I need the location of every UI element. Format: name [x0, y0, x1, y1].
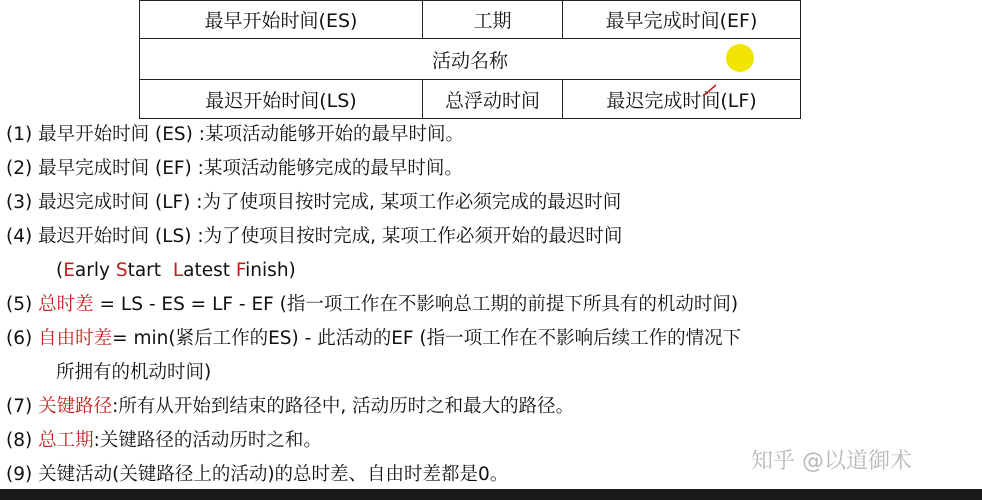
definition-item-6 — [6, 322, 741, 356]
mnemonic-letter-f: F — [235, 260, 246, 281]
activity-name-cell: 活动名称 — [140, 39, 801, 80]
item-term: 自由时差 — [38, 328, 113, 349]
mnemonic-letter-l: L — [172, 260, 184, 281]
highlight-cursor-dot — [726, 44, 754, 72]
video-bottom-bar — [0, 489, 982, 500]
mnemonic-word: tart — [127, 260, 173, 281]
item-text: 最早开始时间 (ES) :某项活动能够开始的最早时间。 — [38, 124, 464, 145]
definition-item-5 — [6, 288, 741, 322]
mnemonic-word: atest — [183, 260, 236, 281]
activity-node-table — [139, 0, 801, 119]
item-number: (3) — [6, 192, 33, 213]
item-number: (5) — [6, 294, 33, 315]
item-number: (1) — [6, 124, 33, 145]
item-text: 最迟完成时间 (LF) :为了使项目按时完成, 某项工作必须完成的最迟时间 — [38, 192, 622, 213]
item-text: 所拥有的机动时间) — [56, 362, 212, 383]
total-float-cell: 总浮动时间 — [423, 80, 563, 119]
zhihu-watermark: 知乎 @以道御术 — [751, 449, 912, 474]
mnemonic-open: ( — [56, 260, 64, 281]
mnemonic-word: arly — [74, 260, 116, 281]
item-text: 最迟开始时间 (LS) :为了使项目按时完成, 某项工作必须开始的最迟时间 — [38, 226, 623, 247]
duration-cell: 工期 — [423, 1, 563, 39]
item-number: (6) — [6, 328, 33, 349]
definition-item-2 — [6, 152, 741, 186]
item-term: 总时差 — [38, 294, 94, 315]
item-text: 最早完成时间 (EF) :某项活动能够完成的最早时间。 — [38, 158, 463, 179]
definition-item-3 — [6, 186, 741, 220]
item-text: 关键活动(关键路径上的活动)的总时差、自由时差都是0。 — [38, 464, 509, 485]
item-number: (4) — [6, 226, 33, 247]
mnemonic-word: inish) — [245, 260, 296, 281]
definition-item-4 — [6, 220, 741, 254]
definition-item-7 — [6, 390, 741, 424]
mnemonic-letter-e: E — [63, 260, 75, 281]
item-term: 关键路径 — [38, 396, 113, 417]
definition-item-1 — [6, 118, 741, 152]
es-cell: 最早开始时间(ES) — [140, 1, 423, 39]
item-text: = min(紧后工作的ES) - 此活动的EF (指一项工作在不影响后续工作的情况下 — [112, 328, 742, 349]
definition-item-9 — [6, 458, 741, 492]
item-number: (7) — [6, 396, 33, 417]
lf-cell: 最迟完成时间(LF) — [563, 80, 801, 119]
item-number: (2) — [6, 158, 33, 179]
item-number: (8) — [6, 430, 33, 451]
ef-cell: 最早完成时间(EF) — [563, 1, 801, 39]
pen-annotation-mark — [702, 84, 718, 98]
mnemonic-letter-s: S — [115, 260, 128, 281]
definition-item-6-continued — [6, 356, 741, 390]
item-text: :关键路径的活动历时之和。 — [93, 430, 322, 451]
definition-item-8 — [6, 424, 741, 458]
item-text: = LS - ES = LF - EF (指一项工作在不影响总工期的前提下所具有的机动时间) — [93, 294, 739, 315]
item-number: (9) — [6, 464, 33, 485]
item-term: 总工期 — [38, 430, 94, 451]
definition-list — [6, 118, 741, 492]
mnemonic-line — [6, 254, 741, 288]
ls-cell: 最迟开始时间(LS) — [140, 80, 423, 119]
item-text: :所有从开始到结束的路径中, 活动历时之和最大的路径。 — [112, 396, 575, 417]
